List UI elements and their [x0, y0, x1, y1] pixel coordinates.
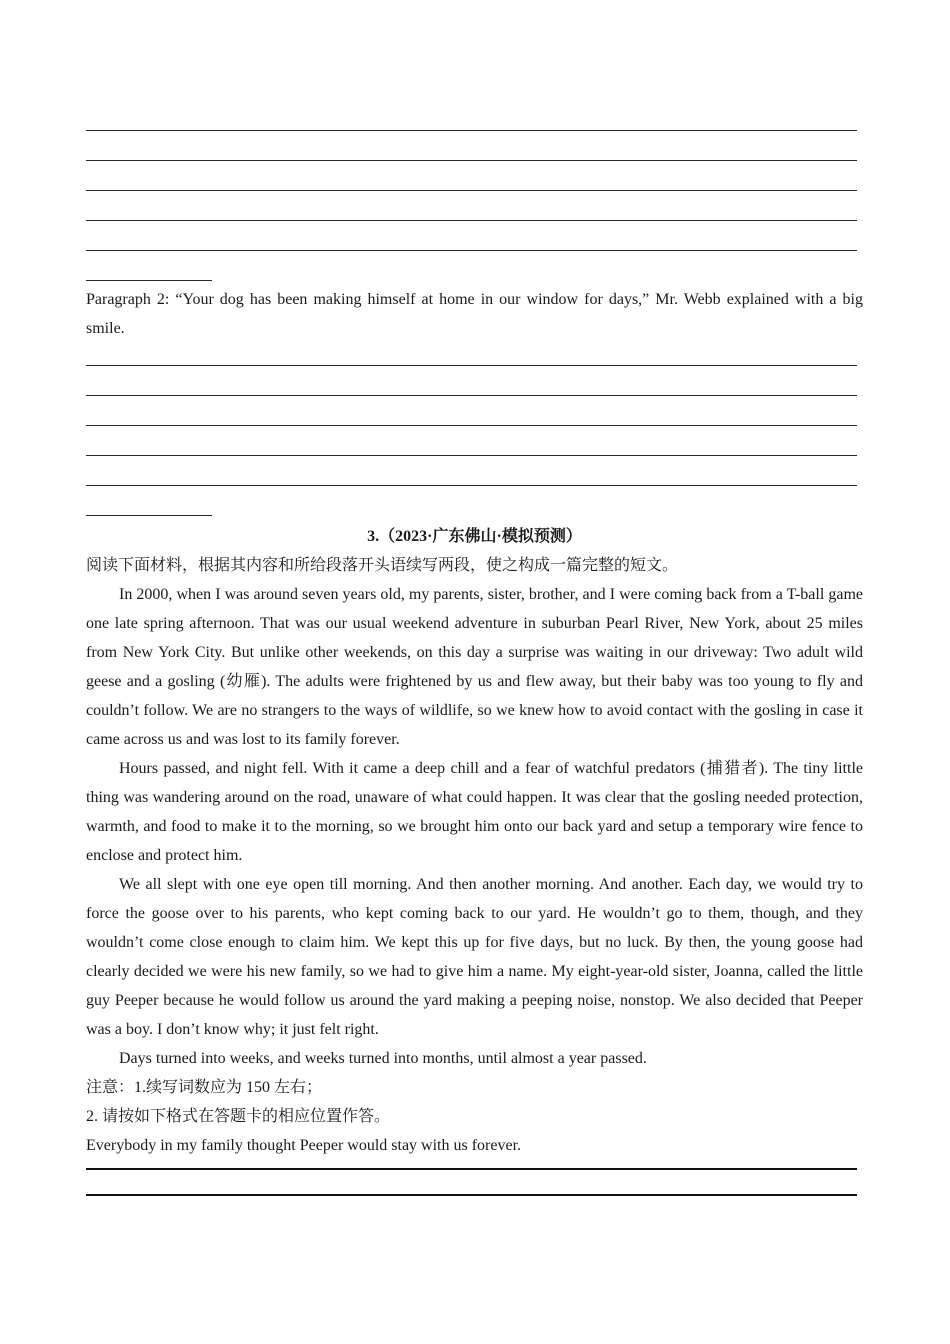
answer-line: [86, 114, 857, 131]
answer-line: [86, 131, 857, 161]
answer-line-short: [86, 251, 212, 281]
answer-line-short: [86, 486, 212, 516]
answer-line: [86, 191, 857, 221]
content-area: [86, 114, 863, 1196]
story-paragraph: Hours passed, and night fell. With it came a deep chill and a fear of watchful predators (捕猎者). The tiny little thing was wandering around on the road, unaware of what could happen. It was clear that the gosling needed protection, warmth, and food to make it to the morning, so we brought him onto our back yard and setup a temporary wire fence to enclose and protect him.: [86, 760, 863, 864]
note-format: 2. 请按如下格式在答题卡的相应位置作答。: [86, 1108, 391, 1125]
answer-line: [86, 456, 857, 486]
story-paragraph: Days turned into weeks, and weeks turned into months, until almost a year passed.: [119, 1050, 647, 1067]
paragraph2-prompt: Paragraph 2: “Your dog has been making himself at home in our window for days,” Mr. Webb explained with a big smile.: [86, 291, 863, 337]
instruction-text: 阅读下面材料，根据其内容和所给段落开头语续写两段，使之构成一篇完整的短文。: [86, 557, 679, 574]
question-heading: 3.（2023·广东佛山·模拟预测）: [367, 528, 582, 545]
answer-line: [86, 161, 857, 191]
answer-line: [86, 426, 857, 456]
answer-line: [86, 366, 857, 396]
answer-lines-paragraph1: [86, 114, 863, 281]
story-paragraph: In 2000, when I was around seven years old, my parents, sister, brother, and I were coming back from a T-ball game one late spring afternoon. That was our usual weekend adventure in suburban Pearl River, New York, about 25 miles from New York City. But unlike other weekends, on this day a surprise was waiting in our driveway: Two adult wild geese and a gosling (幼雁). The adults were frightened by us and flew away, but their baby was too young to fly and couldn’t follow. We are no strangers to the ways of wildlife, so we knew how to avoid contact with the gosling in case it came across us and was lost to its family forever.: [86, 586, 863, 748]
answer-line: [86, 1160, 857, 1170]
answer-lines-section3: [86, 1160, 863, 1196]
answer-line: [86, 343, 857, 366]
answer-line: [86, 396, 857, 426]
paragraph1-prompt: Everybody in my family thought Peeper would stay with us forever.: [86, 1137, 522, 1154]
story-paragraph: We all slept with one eye open till morning. And then another morning. And another. Each day, we would try to force the goose over to his parents, who kept coming back to our yard. He wouldn’t go to them, though, and they wouldn’t come close enough to claim him. We kept this up for five days, but no luck. By then, the young goose had clearly decided we were his new family, so we had to give him a name. My eight-year-old sister, Joanna, called the little guy Peeper because he would follow us around the yard making a peeping noise, nonstop. We also decided that Peeper was a boy. I don’t know why; it just felt right.: [86, 876, 863, 1038]
answer-lines-paragraph2: [86, 343, 863, 516]
note-word-count: 注意：1.续写词数应为 150 左右；: [86, 1079, 323, 1096]
answer-line: [86, 1170, 857, 1196]
answer-line: [86, 221, 857, 251]
